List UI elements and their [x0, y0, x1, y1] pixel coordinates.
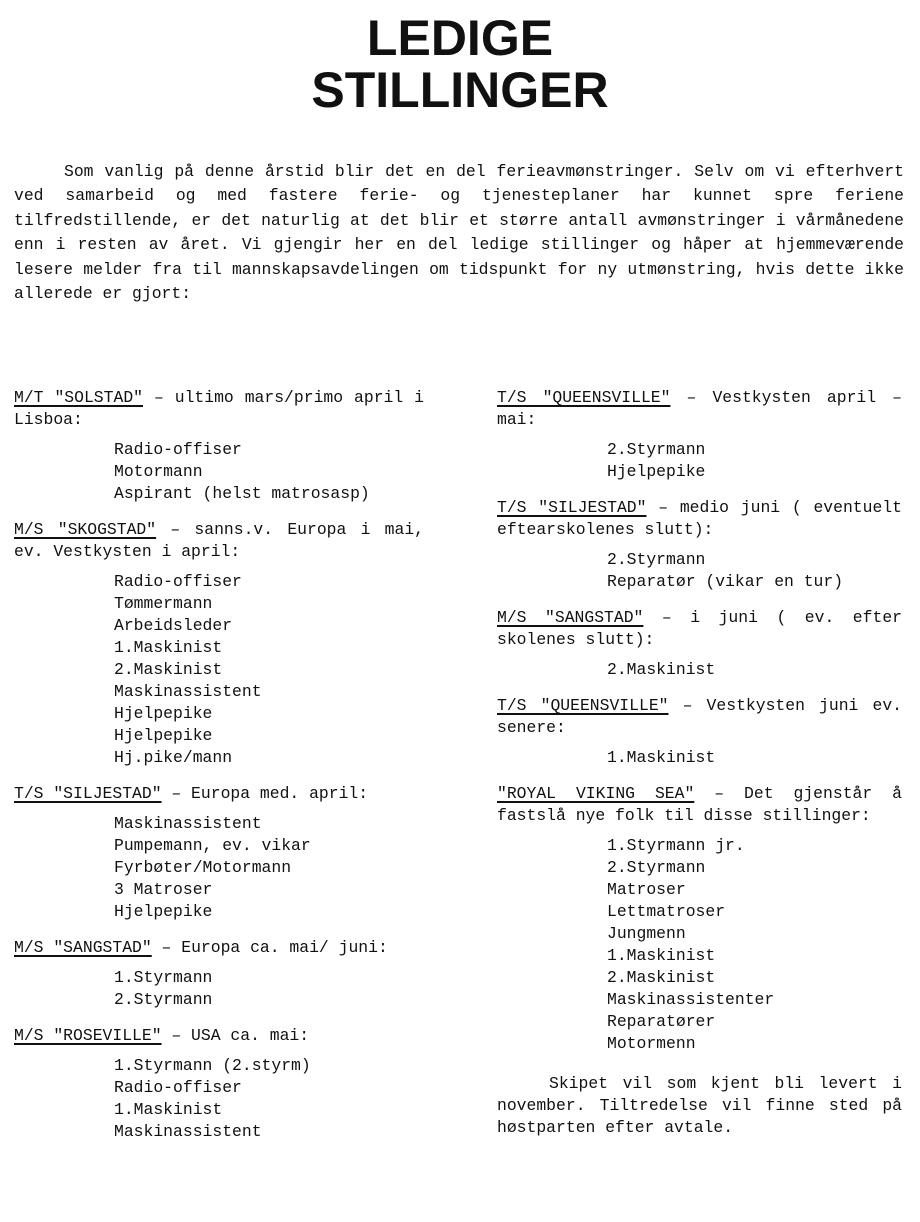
ship-name: M/T "SOLSTAD" — [14, 388, 143, 407]
position-item: Tømmermann — [114, 594, 213, 613]
vacancy-block — [497, 607, 902, 681]
position-list — [14, 439, 424, 505]
position-item: Hj.pike/mann — [114, 748, 233, 767]
vacancy-block — [14, 387, 424, 505]
position-item: Radio-offiser — [114, 440, 242, 459]
position-item: Hjelpepike — [114, 726, 213, 745]
ship-name: "ROYAL VIKING SEA" — [497, 784, 695, 803]
position-item: Fyrbøter/Motormann — [114, 858, 292, 877]
position-item: 1.Styrmann jr. — [607, 836, 745, 855]
position-item: Motormann — [114, 462, 203, 481]
vacancy-heading — [14, 783, 424, 805]
vacancy-heading — [497, 695, 902, 739]
position-item: Reparatører — [607, 1012, 716, 1031]
position-list — [497, 439, 902, 483]
right-column — [497, 387, 902, 1139]
position-item: Maskinassistent — [114, 682, 262, 701]
intro-section — [14, 160, 904, 306]
position-item: 2.Styrmann — [114, 990, 213, 1009]
vacancy-block — [14, 937, 424, 1011]
position-item: Pumpemann, ev. vikar — [114, 836, 311, 855]
intro-paragraph: Som vanlig på denne årstid blir det en del ferieavmønstringer. Selv om vi efterhvert ved samarbeid og med fastere ferie- og tjenesteplaner har kunnet spre feriene tilfredstillende, er det naturlig at det blir et større antall avmønstringer i vårmånedene enn i resten av året. Vi gjengir her en del ledige stillinger og håper at hjemmeværende lesere melder fra til mannskapsavdelingen om tidspunkt for ny utmønstring, hvis dette ikke allerede er gjort: — [14, 162, 904, 304]
vacancy-detail: – ultimo mars/primo april i Lisboa: — [14, 388, 424, 429]
position-item: 1.Maskinist — [114, 638, 223, 657]
position-list — [14, 571, 424, 769]
position-list — [497, 659, 902, 681]
vacancy-heading — [14, 937, 424, 959]
position-item: 2.Maskinist — [607, 968, 716, 987]
ship-name: T/S "QUEENSVILLE" — [497, 388, 671, 407]
vacancy-detail: – Europa med. april: — [161, 784, 369, 803]
vacancy-detail: – Europa ca. mai/ juni: — [151, 938, 388, 957]
vacancy-detail: – sanns.v. Europa i mai, ev. Vestkysten i april: — [14, 520, 424, 561]
position-item: Hjelpepike — [114, 902, 213, 921]
vacancy-heading — [14, 519, 424, 563]
vacancy-block — [14, 1025, 424, 1143]
vacancy-detail: – Vestkysten april – mai: — [497, 388, 902, 429]
page-title — [0, 12, 920, 116]
position-item: 1.Styrmann (2.styrm) — [114, 1056, 311, 1075]
position-item: 2.Styrmann — [607, 550, 706, 569]
vacancy-heading — [497, 497, 902, 541]
vacancy-block — [497, 497, 902, 593]
vacancy-block — [14, 519, 424, 769]
position-item: 2.Maskinist — [114, 660, 223, 679]
vacancy-block — [497, 695, 902, 769]
position-item: 3 Matroser — [114, 880, 213, 899]
ship-name: T/S "SILJESTAD" — [497, 498, 647, 517]
position-list — [497, 747, 902, 769]
ship-name: M/S "SKOGSTAD" — [14, 520, 157, 539]
position-item: Maskinassistent — [114, 1122, 262, 1141]
ship-name: M/S "ROSEVILLE" — [14, 1026, 162, 1045]
position-item: Maskinassistent — [114, 814, 262, 833]
position-item: Hjelpepike — [114, 704, 213, 723]
vacancy-detail: – Det gjenstår å fastslå nye folk til disse stillinger: — [497, 784, 902, 825]
title-line-1: LEDIGE — [366, 10, 554, 66]
ship-name: M/S "SANGSTAD" — [497, 608, 644, 627]
position-item: 2.Styrmann — [607, 858, 706, 877]
vacancy-detail: – medio juni ( eventuelt eftearskolenes slutt): — [497, 498, 902, 539]
vacancy-block — [497, 387, 902, 483]
position-item: Motormenn — [607, 1034, 696, 1053]
closing-paragraph: Skipet vil som kjent bli levert i november. Tiltredelse vil finne sted på høstparten efter avtale. — [497, 1074, 902, 1137]
position-list — [14, 1055, 424, 1143]
position-item: Radio-offiser — [114, 572, 242, 591]
vacancy-heading — [497, 783, 902, 827]
position-item: Maskinassistenter — [607, 990, 775, 1009]
vacancy-heading — [14, 1025, 424, 1047]
position-item: Radio-offiser — [114, 1078, 242, 1097]
position-item: Hjelpepike — [607, 462, 706, 481]
vacancy-heading — [497, 607, 902, 651]
position-item: 1.Maskinist — [607, 748, 716, 767]
ship-name: M/S "SANGSTAD" — [14, 938, 152, 957]
position-item: 1.Maskinist — [114, 1100, 223, 1119]
position-list — [497, 549, 902, 593]
position-item: 1.Maskinist — [607, 946, 716, 965]
vacancy-heading — [497, 387, 902, 431]
position-item: Matroser — [607, 880, 686, 899]
vacancy-detail: – i juni ( ev. efter skolenes slutt): — [497, 608, 902, 649]
position-item: Lettmatroser — [607, 902, 726, 921]
position-item: Arbeidsleder — [114, 616, 233, 635]
position-item: 2.Styrmann — [607, 440, 706, 459]
left-column — [14, 387, 424, 1157]
position-list — [14, 967, 424, 1011]
position-item: Reparatør (vikar en tur) — [607, 572, 844, 591]
position-item: 1.Styrmann — [114, 968, 213, 987]
vacancy-block — [497, 783, 902, 1055]
vacancy-detail: – Vestkysten juni ev. senere: — [497, 696, 902, 737]
ship-name: T/S "SILJESTAD" — [14, 784, 162, 803]
vacancy-heading — [14, 387, 424, 431]
vacancy-detail: – USA ca. mai: — [161, 1026, 310, 1045]
title-line-2: STILLINGER — [311, 62, 609, 118]
position-list — [14, 813, 424, 923]
position-item: Jungmenn — [607, 924, 686, 943]
vacancy-block — [14, 783, 424, 923]
position-item: Aspirant (helst matrosasp) — [114, 484, 370, 503]
ship-name: T/S "QUEENSVILLE" — [497, 696, 669, 715]
position-list — [497, 835, 902, 1055]
position-item: 2.Maskinist — [607, 660, 716, 679]
